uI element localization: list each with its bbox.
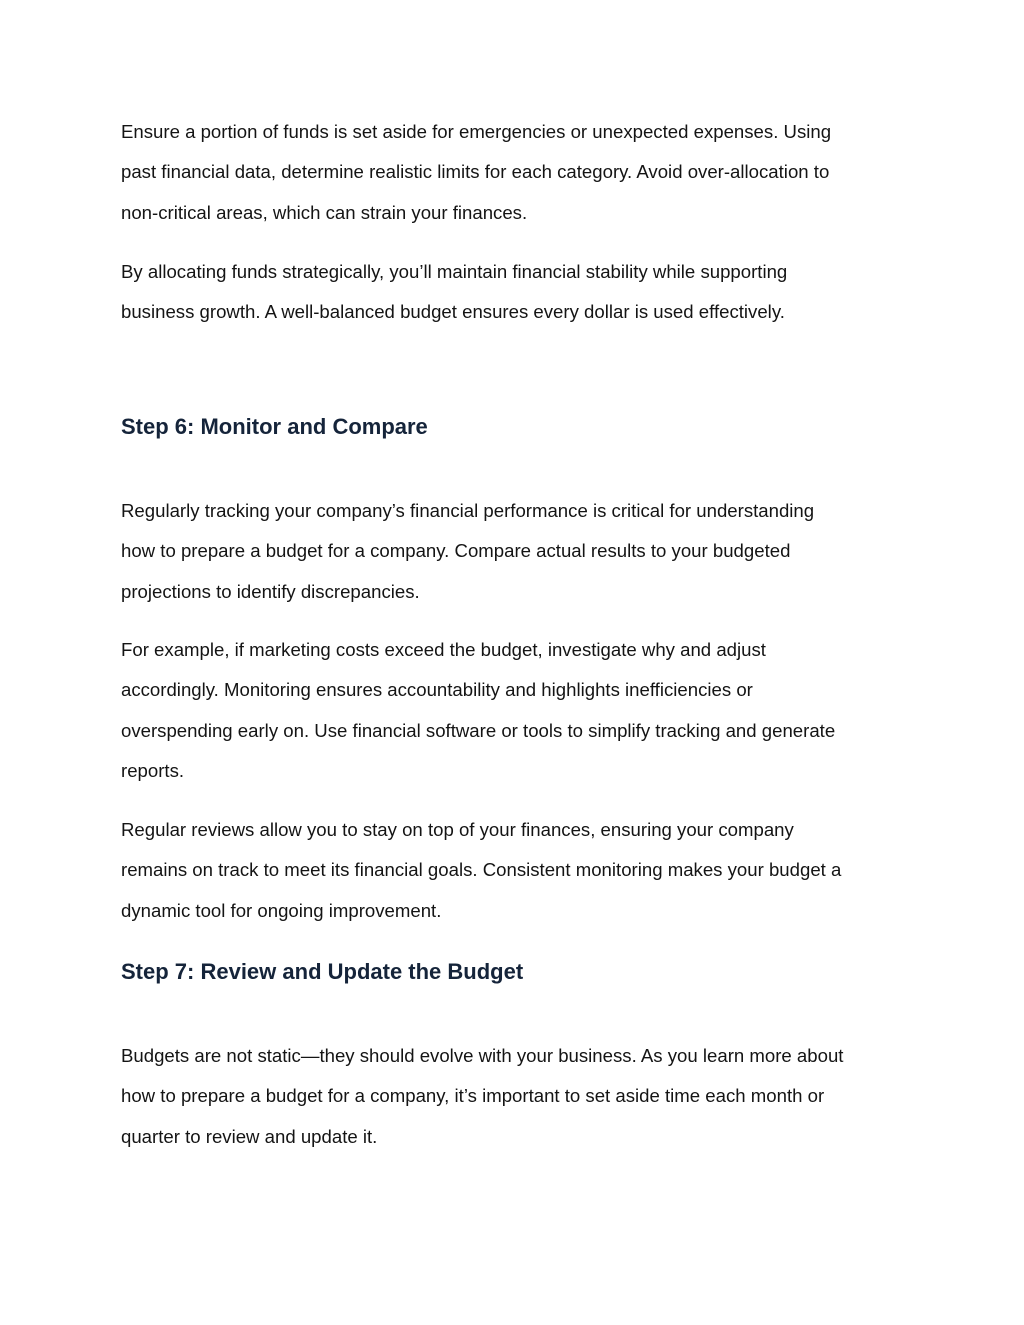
paragraph-line: projections to identify discrepancies. <box>121 580 420 602</box>
paragraph-line: overspending early on. Use financial software or tools to simplify tracking and generate <box>121 719 836 741</box>
step7-heading: Step 7: Review and Update the Budget <box>121 959 524 984</box>
paragraph-line: Regular reviews allow you to stay on top of your finances, ensuring your company <box>121 819 794 840</box>
paragraph-line: remains on track to meet its financial goals. Consistent monitoring makes your budget a <box>121 859 842 881</box>
paragraph-line: For example, if marketing costs exceed the budget, investigate why and adjust <box>121 639 766 660</box>
paragraph-line: non-critical areas, which can strain your finances. <box>121 201 528 223</box>
paragraph-tracking-performance <box>121 491 814 612</box>
paragraph-budgets-evolve <box>121 1036 843 1157</box>
paragraph-line: By allocating funds strategically, you’ll maintain financial stability while supporting <box>121 261 788 282</box>
paragraph-line: how to prepare a budget for a company, it’s important to set aside time each month or <box>121 1085 825 1107</box>
paragraph-line: Regularly tracking your company’s financial performance is critical for understanding <box>121 500 815 521</box>
step6-heading: Step 6: Monitor and Compare <box>121 414 428 439</box>
paragraph-line: past financial data, determine realistic limits for each category. Avoid over-allocation to <box>121 161 830 183</box>
paragraph-line: accordingly. Monitoring ensures accountability and highlights inefficiencies or <box>121 679 753 701</box>
paragraph-line: Budgets are not static—they should evolve with your business. As you learn more about <box>121 1045 844 1066</box>
paragraph-line: quarter to review and update it. <box>121 1125 378 1147</box>
paragraph-line: Ensure a portion of funds is set aside for emergencies or unexpected expenses. Using <box>121 121 832 142</box>
paragraph-emergency-funds <box>121 112 831 233</box>
paragraph-line: dynamic tool for ongoing improvement. <box>121 899 442 921</box>
paragraph-line: business growth. A well-balanced budget ensures every dollar is used effectively. <box>121 301 785 323</box>
paragraph-line: reports. <box>121 759 185 781</box>
paragraph-line: how to prepare a budget for a company. Compare actual results to your budgeted <box>121 540 791 562</box>
paragraph-allocating-funds <box>121 252 787 333</box>
paragraph-regular-reviews <box>121 810 841 931</box>
paragraph-marketing-example <box>121 630 835 791</box>
